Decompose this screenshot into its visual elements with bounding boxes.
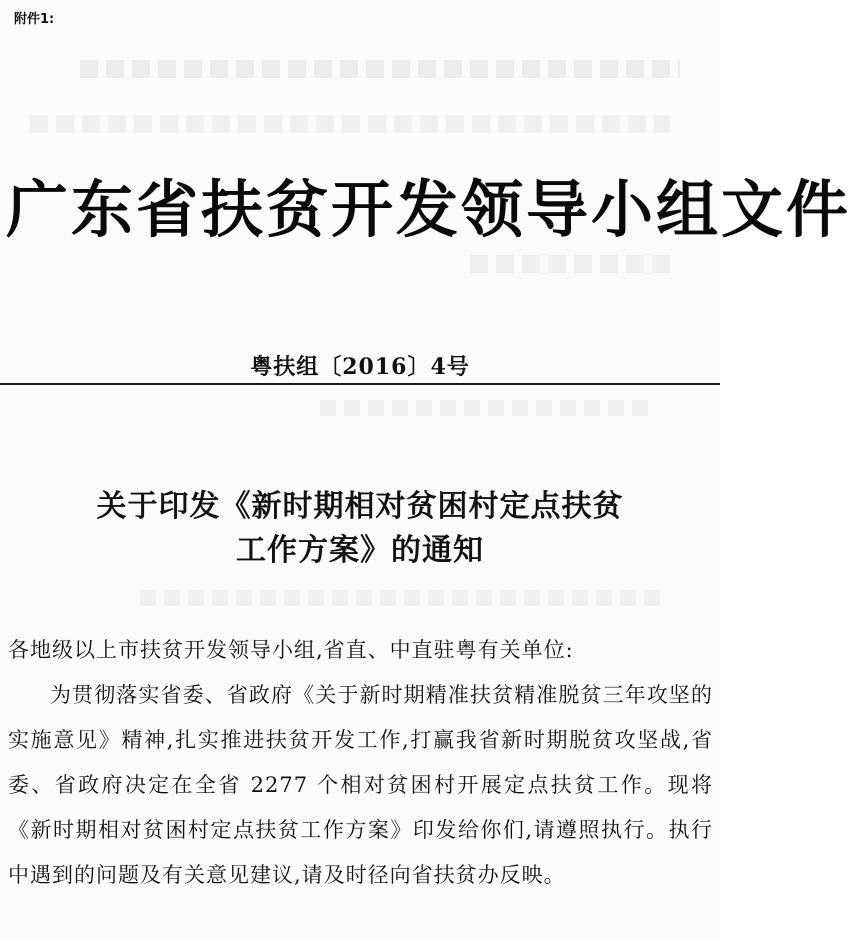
salutation: 各地级以上市扶贫开发领导小组,省直、中直驻粤有关单位: (8, 638, 574, 662)
bleed-through-artifact (30, 115, 670, 133)
notice-title (0, 485, 720, 573)
document-body (8, 628, 713, 898)
document-number: 粤扶组〔2016〕4号 (250, 354, 470, 380)
notice-title-line-1: 关于印发《新时期相对贫困村定点扶贫 (96, 489, 624, 524)
issuer-title: 广东省扶贫开发领导小组文件 (6, 173, 851, 246)
bleed-through-artifact (320, 400, 650, 416)
body-paragraph: 为贯彻落实省委、省政府《关于新时期精准扶贫精准脱贫三年攻坚的实施意见》精神,扎实推进扶贫开发工作,打赢我省新时期脱贫攻坚战,省委、省政府决定在全省 2277 个相对贫困村开展定点扶贫工作。现将《新时期相对贫困村定点扶贫工作方案》印发给你们,请遵照执行。执行中遇到的问题及有关意见建议,请及时径向省扶贫办反映。 (8, 683, 713, 887)
notice-title-line-2: 工作方案》的通知 (236, 533, 484, 568)
bleed-through-artifact (140, 590, 660, 606)
bleed-through-artifact (470, 255, 670, 273)
bleed-through-artifact (80, 60, 680, 78)
header-divider (0, 383, 720, 385)
attachment-label: 附件1: (14, 12, 55, 27)
